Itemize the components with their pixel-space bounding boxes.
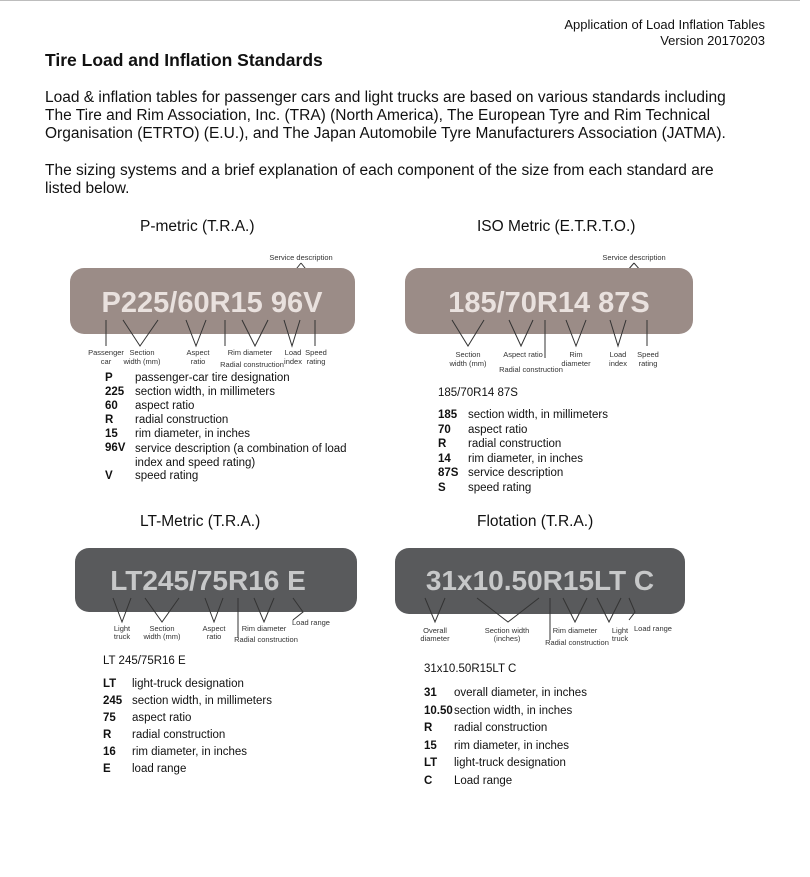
legend-row: [103, 678, 353, 695]
legend-code: 225: [105, 386, 125, 398]
legend-row: [103, 712, 353, 729]
ltmetric-label-light-2: truck: [113, 632, 131, 641]
legend-row: [438, 424, 688, 439]
legend-code: P: [105, 372, 113, 384]
legend-desc: section width, in millimeters: [132, 695, 272, 707]
ltmetric-label-aspect-2: ratio: [206, 632, 222, 641]
legend-desc: speed rating: [135, 470, 199, 482]
top-border-line: [0, 0, 800, 1]
flotation-label-light-1: Light: [611, 626, 629, 635]
legend-desc: rim diameter, in inches: [468, 452, 584, 465]
legend-code: 60: [105, 400, 118, 412]
legend-row: [424, 775, 684, 793]
legend-code: 245: [103, 695, 123, 707]
pmetric-label-section-2: width (mm): [123, 357, 161, 366]
legend-desc: rim diameter, in inches: [135, 428, 251, 440]
legend-desc: service description: [468, 467, 564, 480]
iso-label-rim-2: diameter: [561, 359, 591, 368]
doc-title: Application of Load Inflation Tables: [564, 17, 765, 32]
iso-diagram: [395, 248, 705, 378]
ltmetric-example: LT 245/75R16 E: [103, 655, 186, 667]
iso-label-speed-2: rating: [638, 359, 658, 368]
iso-label-section-1: Section: [455, 350, 481, 359]
legend-code: 185: [438, 409, 458, 421]
flotation-example: 31x10.50R15LT C: [424, 663, 517, 675]
legend-desc: service description (a combination of load index and speed rating): [135, 443, 347, 469]
legend-desc: section width, in millimeters: [135, 386, 275, 398]
legend-desc: passenger-car tire designation: [135, 372, 290, 384]
flotation-label-load-range: Load range: [634, 624, 672, 633]
flotation-label-light-2: truck: [611, 634, 629, 643]
legend-row: [103, 746, 353, 763]
flotation-diagram: [385, 542, 705, 654]
pmetric-label-speed-2: rating: [306, 357, 326, 366]
legend-row: [438, 453, 688, 468]
legend-row: [424, 705, 684, 723]
iso-label-section-2: width (mm): [449, 359, 487, 368]
ltmetric-label-section-2: width (mm): [143, 632, 181, 641]
intro-line-4: The sizing systems and a brief explanation of each component of the size from each standard are: [45, 162, 714, 179]
legend-code: V: [105, 470, 113, 482]
ltmetric-plate-text: LT245/75R16 E: [110, 565, 306, 596]
legend-row: [438, 409, 688, 424]
flotation-label-section-2: (inches): [493, 634, 521, 643]
intro-line-2: The Tire and Rim Association, Inc. (TRA) (North America), The European Tyre and Rim Technical: [45, 107, 711, 124]
ltmetric-label-rim: Rim diameter: [241, 624, 287, 633]
iso-label-load-1: Load: [609, 350, 627, 359]
legend-code: R: [424, 722, 433, 735]
iso-plate-text: 185/70R14 87S: [448, 287, 650, 319]
pmetric-label-passenger-1: Passenger: [88, 348, 124, 357]
legend-row: [438, 482, 688, 497]
legend-row: [105, 414, 365, 428]
pmetric-label-aspect-2: ratio: [190, 357, 206, 366]
legend-desc: rim diameter, in inches: [454, 739, 570, 752]
ltmetric-label-aspect-1: Aspect: [202, 624, 226, 633]
legend-code: R: [438, 438, 447, 451]
pmetric-label-service-description: Service description: [269, 253, 333, 262]
intro-line-3: Organisation (ETRTO) (E.U.), and The Japan Automobile Tyre Manufacturers Association (JATMA).: [45, 125, 726, 142]
doc-version: Version 20170203: [660, 33, 765, 48]
iso-legend: [438, 409, 688, 497]
legend-desc: speed rating: [468, 481, 532, 494]
legend-row: [438, 467, 688, 482]
flotation-label-section-1: Section width: [484, 626, 530, 635]
iso-example: 185/70R14 87S: [438, 387, 518, 399]
legend-desc: radial construction: [468, 438, 562, 451]
pmetric-label-passenger-2: car: [100, 357, 112, 366]
pmetric-label-radial: Radial construction: [220, 360, 284, 369]
ltmetric-diagram: [65, 542, 365, 652]
page-title: Tire Load and Inflation Standards: [45, 50, 323, 70]
legend-desc: aspect ratio: [135, 400, 195, 412]
ltmetric-label-load-range: Load range: [292, 618, 330, 627]
intro-line-5: listed below.: [45, 180, 130, 197]
ltmetric-label-radial: Radial construction: [234, 635, 298, 644]
legend-code: 15: [105, 428, 118, 440]
pmetric-label-section-1: Section: [129, 348, 155, 357]
legend-row: [105, 386, 365, 400]
legend-code: 31: [424, 687, 437, 699]
legend-row: [105, 442, 365, 470]
legend-desc: Load range: [454, 774, 513, 787]
legend-row: [105, 428, 365, 442]
flotation-label-radial: Radial construction: [545, 638, 609, 647]
ltmetric-title: LT-Metric (T.R.A.): [140, 513, 261, 530]
legend-row: [103, 729, 353, 746]
legend-code: R: [103, 729, 112, 741]
legend-row: [103, 695, 353, 712]
flotation-label-rim: Rim diameter: [552, 626, 598, 635]
legend-code: 10.50: [424, 704, 453, 717]
legend-code: 75: [103, 712, 116, 724]
legend-desc: rim diameter, in inches: [132, 746, 248, 758]
ltmetric-label-light-1: Light: [113, 624, 131, 633]
iso-title: ISO Metric (E.T.R.T.O.): [477, 218, 636, 235]
legend-code: 15: [424, 739, 437, 752]
legend-row: [105, 372, 365, 386]
pmetric-label-speed-1: Speed: [305, 348, 327, 357]
legend-desc: aspect ratio: [468, 423, 528, 436]
legend-desc: radial construction: [135, 414, 229, 426]
iso-label-aspect: Aspect ratio: [503, 350, 543, 359]
pmetric-title: P-metric (T.R.A.): [140, 218, 255, 235]
legend-row: [424, 722, 684, 740]
legend-code: LT: [424, 757, 438, 770]
flotation-plate-text: 31x10.50R15LT C: [425, 565, 655, 596]
iso-label-rim-1: Rim: [569, 350, 583, 359]
pmetric-legend: [105, 372, 365, 484]
iso-label-load-2: index: [609, 359, 627, 368]
legend-code: 96V: [105, 442, 126, 454]
legend-row: [424, 687, 684, 705]
flotation-label-overall-2: diameter: [420, 634, 450, 643]
pmetric-diagram: [60, 248, 370, 373]
legend-code: 87S: [438, 467, 459, 480]
legend-desc: aspect ratio: [132, 712, 192, 724]
legend-row: [438, 438, 688, 453]
legend-code: C: [424, 774, 433, 787]
iso-label-radial: Radial construction: [499, 365, 563, 374]
legend-code: R: [105, 414, 114, 426]
legend-desc: light-truck designation: [454, 757, 566, 770]
legend-desc: load range: [132, 763, 187, 775]
legend-code: S: [438, 481, 446, 494]
pmetric-plate-text: P225/60R15 96V: [101, 287, 323, 319]
legend-desc: radial construction: [454, 722, 548, 735]
ltmetric-label-section-1: Section: [149, 624, 175, 633]
flotation-title: Flotation (T.R.A.): [477, 513, 594, 530]
intro-line-1: Load & inflation tables for passenger cars and light trucks are based on various standards including: [45, 89, 726, 106]
legend-code: 16: [103, 746, 116, 758]
pmetric-label-rim: Rim diameter: [227, 348, 273, 357]
legend-code: 70: [438, 423, 451, 436]
legend-desc: section width, in inches: [454, 704, 573, 717]
legend-desc: section width, in millimeters: [468, 409, 608, 421]
legend-row: [105, 400, 365, 414]
flotation-label-overall-1: Overall: [423, 626, 447, 635]
flotation-legend: [424, 687, 684, 793]
legend-row: [105, 470, 365, 484]
legend-code: 14: [438, 452, 451, 465]
iso-label-service-description: Service description: [602, 253, 666, 262]
pmetric-label-aspect-1: Aspect: [186, 348, 210, 357]
legend-desc: radial construction: [132, 729, 226, 741]
legend-row: [103, 763, 353, 780]
pmetric-label-load-1: Load: [284, 348, 302, 357]
legend-desc: overall diameter, in inches: [454, 687, 587, 699]
legend-row: [424, 757, 684, 775]
legend-row: [424, 740, 684, 758]
iso-label-speed-1: Speed: [637, 350, 659, 359]
legend-code: E: [103, 763, 111, 775]
pmetric-label-load-2: index: [284, 357, 302, 366]
legend-code: LT: [103, 678, 117, 690]
ltmetric-legend: [103, 678, 353, 780]
legend-desc: light-truck designation: [132, 678, 244, 690]
